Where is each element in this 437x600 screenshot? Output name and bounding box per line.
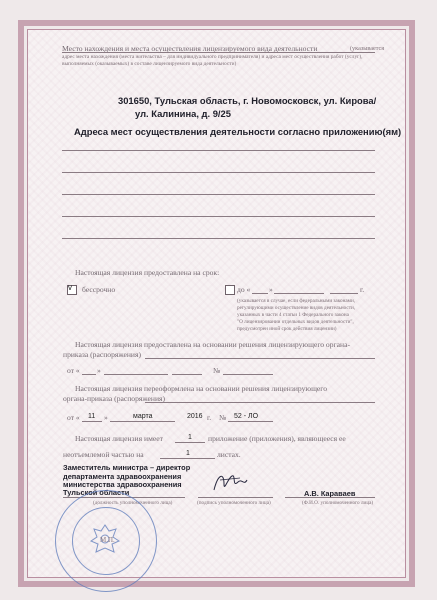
basis-month-line: [104, 374, 168, 375]
blank-line-5: [62, 238, 375, 239]
header-subtitle: адрес места нахождения (места жительства – для индивидуального предпринимателя) и адреса мест осуществления работ (услуг),: [62, 54, 363, 60]
basis-day-line: [82, 374, 96, 375]
reissue-year: 2016: [187, 413, 203, 420]
basis-num-line: [223, 374, 273, 375]
term-note-2: регулирующими осуществление видов деятельности,: [237, 305, 356, 311]
until-mid: »: [269, 285, 273, 294]
reissue-year-suffix: г.: [207, 413, 212, 422]
appendix-text-4: листах.: [217, 450, 241, 459]
blank-line-2: [62, 172, 375, 173]
appendix-text-3: неотъемлемой частью на: [63, 450, 144, 459]
signer-title-1: Заместитель министра – директор: [63, 463, 191, 472]
term-note-4: "О лицензировании отдельных видов деятельности",: [237, 319, 354, 325]
signer-title-4: Тульской области: [63, 488, 130, 497]
basis-mid: »: [97, 366, 101, 375]
until-checkbox: [225, 285, 235, 295]
until-label: до «: [237, 285, 251, 294]
caption-name: (Ф.И.О. уполномоченного лица): [302, 500, 374, 506]
until-year-suffix: г.: [360, 285, 365, 294]
appendix-sheets: 1: [186, 450, 190, 457]
basis-text-2: приказа (распоряжения): [63, 350, 142, 359]
reissue-text-1: Настоящая лицензия переоформлена на основании решения лицензирующего: [75, 384, 328, 393]
blank-line-3: [62, 194, 375, 195]
check-mark-icon: v: [68, 283, 72, 292]
until-month-line: [274, 293, 324, 294]
until-year-line: [330, 293, 358, 294]
term-note-3: указанных в части 4 статьи 1 Федерального закона: [237, 312, 349, 318]
until-day-line: [252, 293, 268, 294]
reissue-month: марта: [133, 413, 153, 420]
signer-name: А.В. Караваев: [304, 489, 356, 498]
basis-num-label: №: [213, 366, 221, 375]
reissue-num-line: [228, 421, 273, 422]
reissue-num-label: №: [219, 413, 227, 422]
activity-places: Адреса мест осуществления деятельности согласно приложению(ям): [74, 126, 402, 137]
reissue-underline: [145, 402, 375, 403]
header-title: Место нахождения и места осуществления лицензируемого вида деятельности: [62, 44, 318, 53]
caption-signature: (подпись уполномоченного лица): [197, 500, 271, 506]
reissue-month-line: [110, 421, 175, 422]
appendix-sheets-line: [160, 458, 215, 459]
signer-name-line: [285, 497, 375, 498]
reissue-number: 52 - ЛО: [234, 413, 259, 420]
header-title-tail: (указывается: [350, 45, 385, 52]
appendix-text-1: Настоящая лицензия имеет: [75, 434, 163, 443]
signature-line: [198, 497, 273, 498]
address-line-1: 301650, Тульская область, г. Новомосковск, ул. Кирова/: [118, 95, 377, 106]
caption-position: (должность уполномоченного лица): [93, 500, 173, 506]
term-label: Настоящая лицензия предоставлена на срок:: [75, 268, 220, 277]
term-indefinite: бессрочно: [82, 285, 116, 294]
reissue-close: »: [104, 413, 108, 422]
reissue-from: от «: [67, 413, 80, 422]
reissue-day-line: [82, 421, 102, 422]
handwritten-signature-icon: [210, 468, 250, 496]
signer-title-3: министерства здравоохранения: [63, 480, 182, 489]
reissue-day: 11: [88, 413, 96, 420]
appendix-count-line: [175, 442, 205, 443]
blank-line-4: [62, 216, 375, 217]
header-subtitle-2: выполняемых (оказываемых) в составе лицензируемого вида деятельности): [62, 61, 237, 67]
address-line-2: ул. Калинина, д. 9/25: [135, 108, 231, 119]
header-underline: [62, 52, 375, 53]
term-note-5: предусмотрен иной срок действия лицензии): [237, 326, 337, 332]
basis-from: от «: [67, 366, 80, 375]
basis-underline: [145, 358, 375, 359]
blank-line-1: [62, 150, 375, 151]
appendix-count: 1: [188, 434, 192, 441]
basis-year-line: [172, 374, 202, 375]
reissue-text-2: органа-приказа (распоряжения): [63, 394, 166, 403]
basis-text-1: Настоящая лицензия предоставлена на основании решения лицензирующего органа-: [75, 340, 350, 349]
signer-title-2: департамента здравоохранения: [63, 472, 182, 481]
mp-label: М.П.: [100, 536, 115, 544]
term-note-1: (указывается в случае, если федеральными законами,: [237, 298, 356, 304]
appendix-text-2: приложение (приложения), являющееся ее: [208, 434, 346, 443]
